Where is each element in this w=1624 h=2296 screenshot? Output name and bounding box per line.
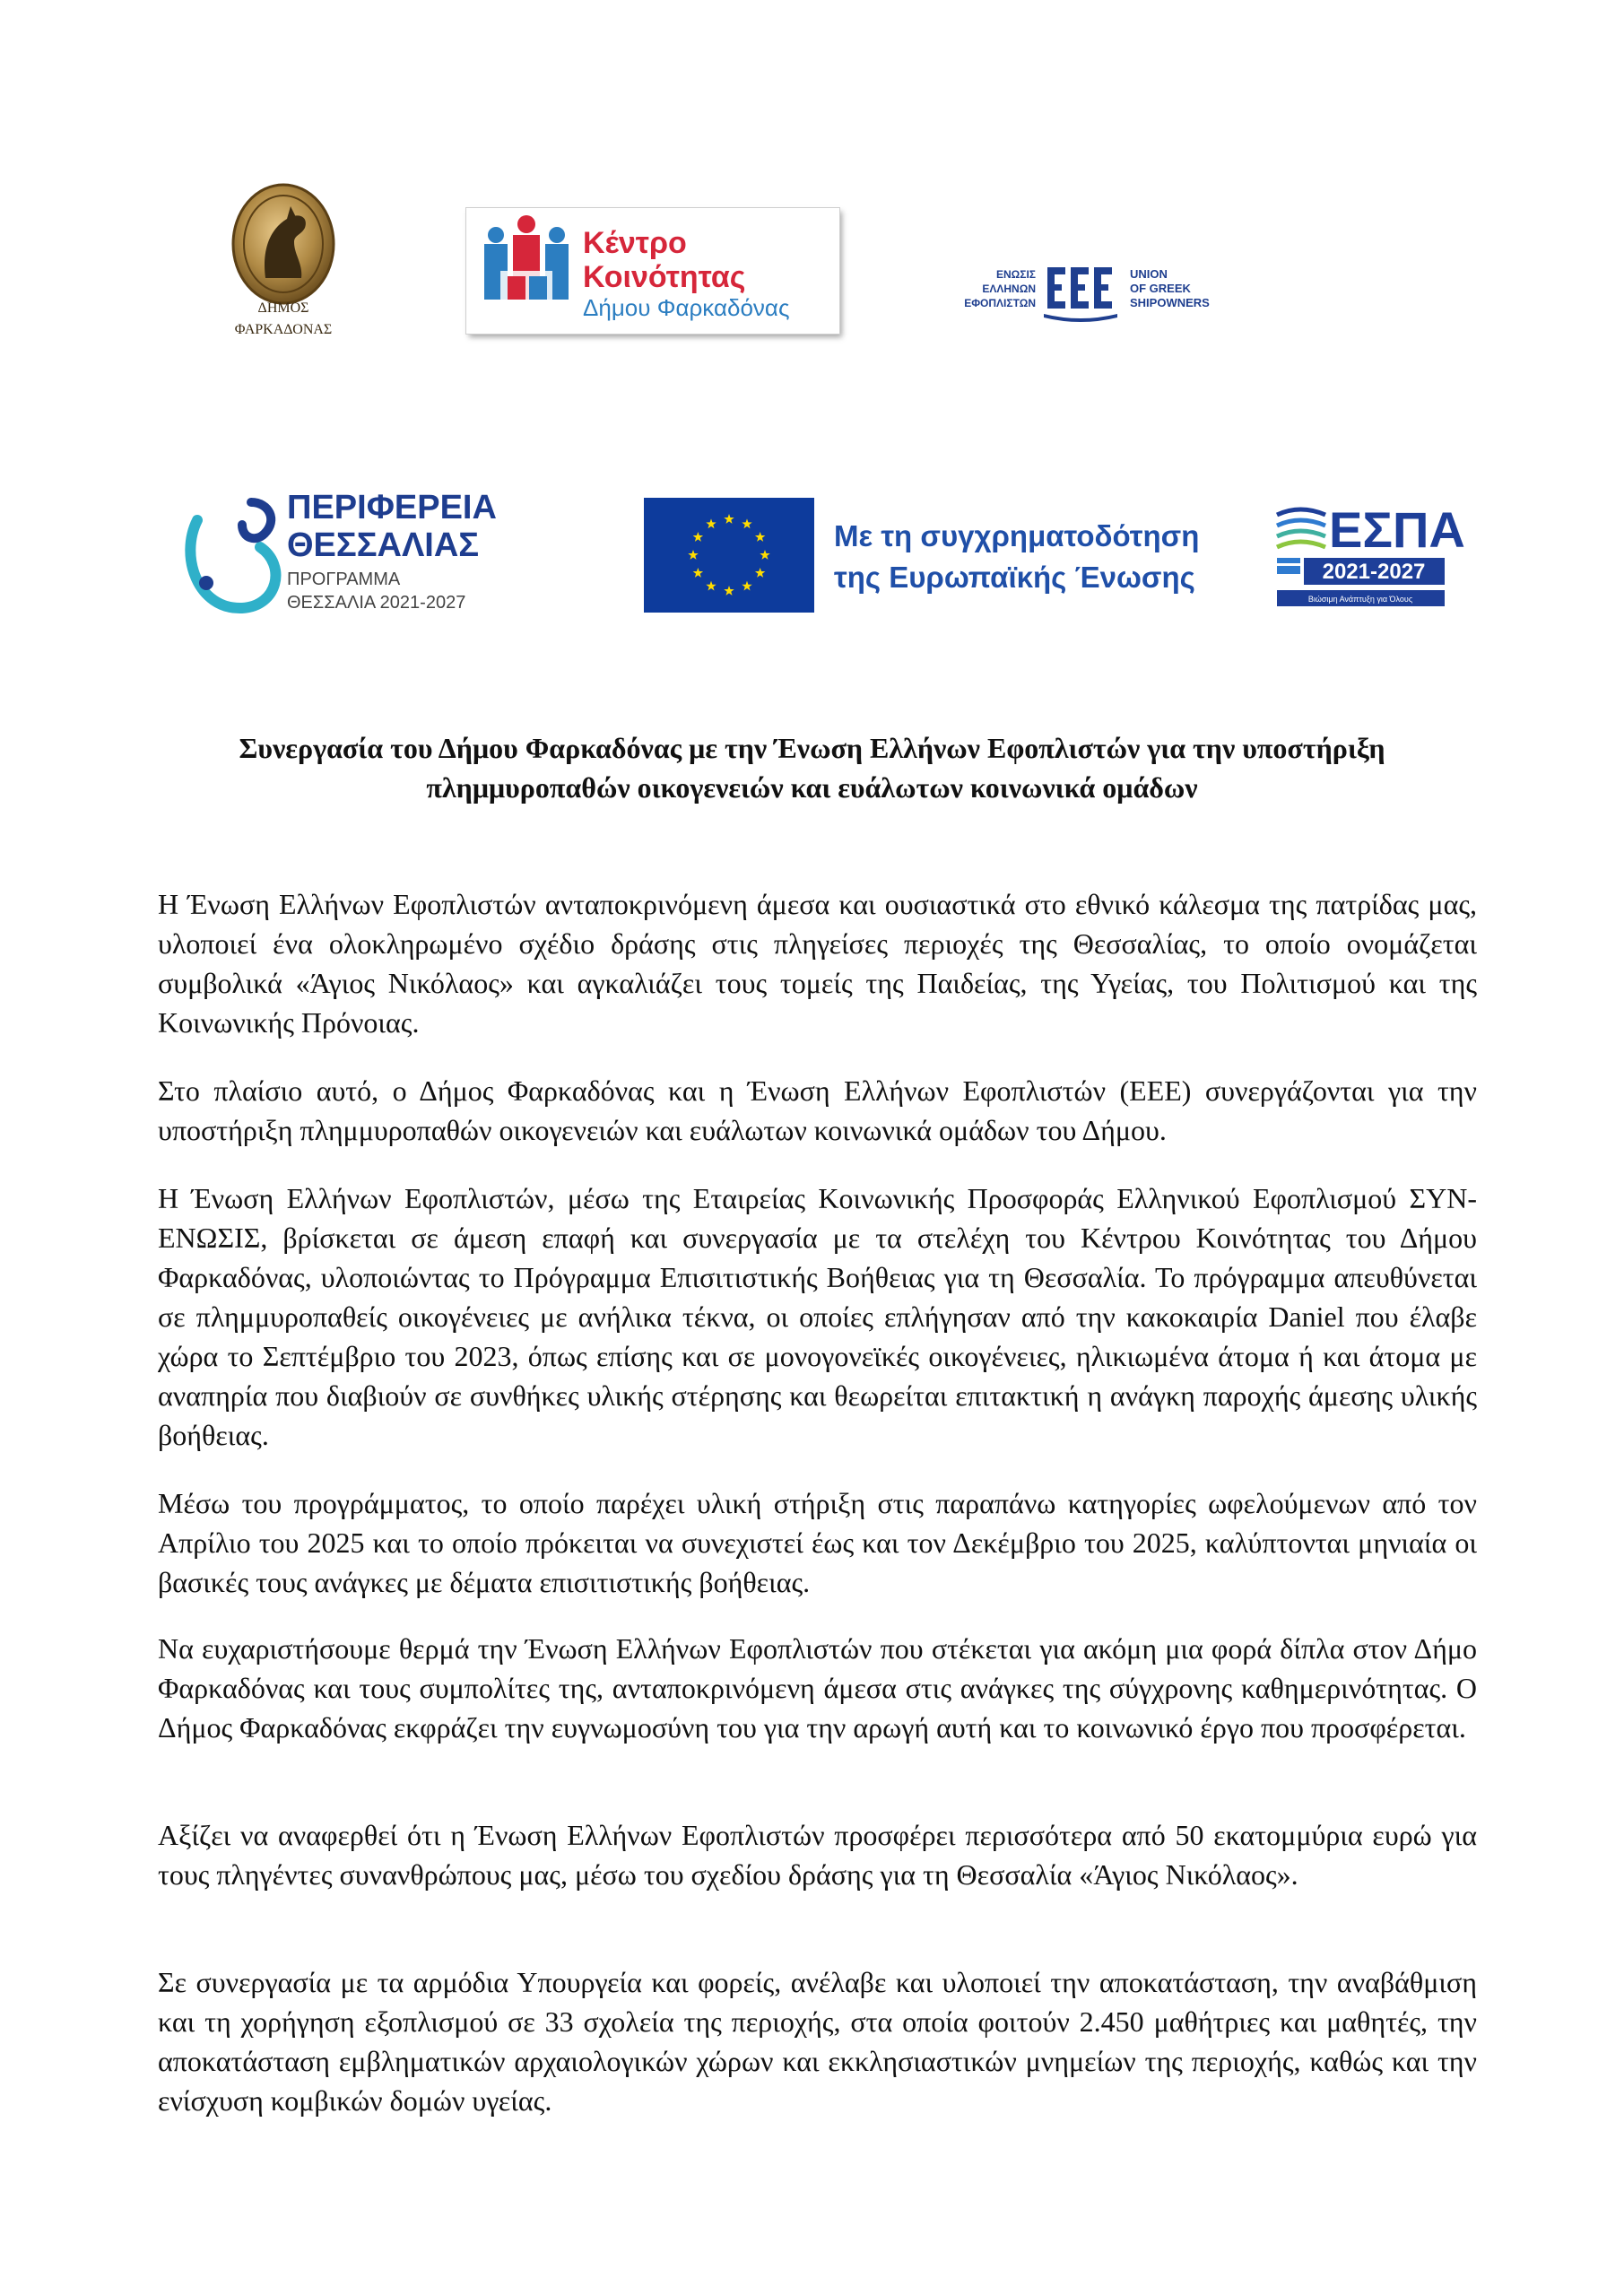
espa-logo — [1273, 495, 1465, 610]
community-people-icon — [466, 208, 839, 334]
paragraph-5: Να ευχαριστήσουμε θερμά την Ένωση Ελλήνων Εφοπλιστών που στέκεται για ακόμη μια φορά δίπλα στον Δήμο Φαρκαδόνας και τους συμπολίτες της, ανταποκρινόμενη άμεσα στις ανάγκες της σύγχρονης καθημερινότητας. Ο Δήμος Φαρκαδόνας εκφράζει την ευγνωμοσύνη του για την αρωγή αυτή και το κοινωνικό έργο που προσφέρεται. — [158, 1632, 1477, 1744]
eu-cofunding-logo — [644, 498, 1236, 613]
horse-medallion-icon — [169, 179, 393, 341]
paragraph-6: Αξίζει να αναφερθεί ότι η Ένωση Ελλήνων Εφοπλιστών προσφέρει περισσότερα από 50 εκατομμύρια ευρώ για τους πληγέντες συνανθρώπους μας, μέσω του σχεδίου δράσης για τη Θεσσαλία «Άγιος Νικόλαος». — [158, 1819, 1477, 1891]
union-greek-shipowners-logo — [951, 262, 1246, 325]
eee-greek-line3: ΕΦΟΠΛΙΣΤΩΝ — [964, 297, 1036, 309]
eee-greek-line1: ΕΝΩΣΙΣ — [995, 268, 1036, 281]
dimos-logo-text-top: ΔΗΜΟΣ — [257, 300, 309, 316]
thessaly-region-icon — [170, 484, 547, 619]
eu-flag-icon — [644, 498, 1236, 613]
dimos-logo-text-bottom: ΦΑΡΚΑΔΟΝΑΣ — [234, 322, 333, 337]
perifereia-logo-line1: ΠΕΡΙΦΕΡΕΙΑ — [287, 489, 497, 526]
eu-logo-line1: Με τη συγχρηματοδότηση — [834, 519, 1200, 552]
eu-logo-line2: της Ευρωπαϊκής Ένωσης — [834, 561, 1195, 594]
kentro-logo-line1: Κέντρο — [583, 226, 687, 260]
perifereia-logo-line4: ΘΕΣΣΑΛΙΑ 2021-2027 — [287, 593, 466, 613]
paragraph-7: Σε συνεργασία με τα αρμόδια Υπουργεία και φορείς, ανέλαβε και υλοποιεί την αποκατάσταση, την αναβάθμιση και τη χορήγηση εξοπλισμού σε 33 σχολεία της περιοχής, στα οποία φοιτούν 2.450 μαθήτριες και μαθητές, την αποκατάσταση εμβληματικών αρχαιολογικών χώρων και εκκλησιαστικών μνημείων της περιοχής, καθώς και την ενίσχυση κομβικών δομών υγείας. — [158, 1966, 1477, 2117]
document-title — [108, 728, 1516, 807]
eee-english-line2: OF GREEK — [1130, 282, 1191, 295]
document-title-line1: Συνεργασία του Δήμου Φαρκαδόνας με την Ένωση Ελλήνων Εφοπλιστών για την υποστήριξη — [239, 732, 1385, 764]
eee-emblem-icon — [951, 262, 1246, 325]
eee-greek-line2: ΕΛΛΗΝΩΝ — [982, 283, 1036, 295]
espa-emblem-icon — [1273, 495, 1465, 610]
kentro-logo-line2: Κοινότητας — [583, 260, 746, 294]
espa-logo-title: ΕΣΠΑ — [1329, 501, 1465, 558]
perifereia-thessalias-logo — [170, 484, 547, 619]
paragraph-1: Η Ένωση Ελλήνων Εφοπλιστών ανταποκρινόμενη άμεσα και ουσιαστικά στο εθνικό κάλεσμα της πατρίδας μας, υλοποιεί ένα ολοκληρωμένο σχέδιο δράσης στις πληγείσες περιοχές της Θεσσαλίας, το οποίο ονομάζεται συμβολικά «Άγιος Νικόλαος» και αγκαλιάζει τους τομείς της Παιδείας, της Υγείας, του Πολιτισμού και της Κοινωνικής Πρόνοιας. — [158, 888, 1477, 1039]
paragraph-3: Η Ένωση Ελλήνων Εφοπλιστών, μέσω της Εταιρείας Κοινωνικής Προσφοράς Ελληνικού Εφοπλισμού ΣΥΝ-ΕΝΩΣΙΣ, βρίσκεται σε άμεση επαφή και συνεργασία με τα στελέχη του Κέντρου Κοινότητας του Δήμου Φαρκαδόνας, υλοποιώντας το Πρόγραμμα Επισιτιστικής Βοήθειας για τη Θεσσαλία. Το πρόγραμμα απευθύνεται σε πλημμυροπαθείς οικογένειες με ανήλικα τέκνα, οι οποίες επλήγησαν από την κακοκαιρία Daniel που έλαβε χώρα το Σεπτέμβριο του 2023, όπως επίσης και σε μονογονεϊκές οικογένειες, ηλικιωμένα άτομα ή και άτομα με αναπηρία που διαβιούν σε συνθήκες υλικής στέρησης και θεωρείται επιτακτική η ανάγκη παροχής άμεσης υλικής βοήθειας. — [158, 1182, 1477, 1451]
kentro-koinotitas-logo — [466, 208, 839, 334]
kentro-logo-line3: Δήμου Φαρκαδόνας — [583, 294, 790, 321]
dimos-farkadonas-logo — [169, 179, 393, 341]
document-title-line2: πλημμυροπαθών οικογενειών και ευάλωτων κοινωνικά ομάδων — [426, 771, 1198, 804]
eee-english-line3: SHIPOWNERS — [1130, 296, 1210, 309]
paragraph-2: Στο πλαίσιο αυτό, ο Δήμος Φαρκαδόνας και η Ένωση Ελλήνων Εφοπλιστών (ΕΕΕ) συνεργάζονται για την υποστήριξη πλημμυροπαθών οικογενειών και ευάλωτων κοινωνικά ομάδων του Δήμου. — [158, 1074, 1477, 1146]
perifereia-logo-line2: ΘΕΣΣΑΛΙΑΣ — [287, 526, 480, 564]
paragraph-4: Μέσω του προγράμματος, το οποίο παρέχει υλική στήριξη στις παραπάνω κατηγορίες ωφελούμενων από τον Απρίλιο του 2025 και το οποίο πρόκειται να συνεχιστεί έως και τον Δεκέμβριο του 2025, καλύπτονται μηνιαία οι βασικές τους ανάγκες με δέματα επισιτιστικής βοήθειας. — [158, 1487, 1477, 1598]
espa-logo-tagline: Βιώσιμη Ανάπτυξη για Όλους — [1307, 595, 1413, 604]
espa-logo-years: 2021-2027 — [1322, 560, 1426, 584]
perifereia-logo-line3: ΠΡΟΓΡΑΜΜΑ — [287, 570, 401, 589]
eee-english-line1: UNION — [1130, 267, 1168, 281]
